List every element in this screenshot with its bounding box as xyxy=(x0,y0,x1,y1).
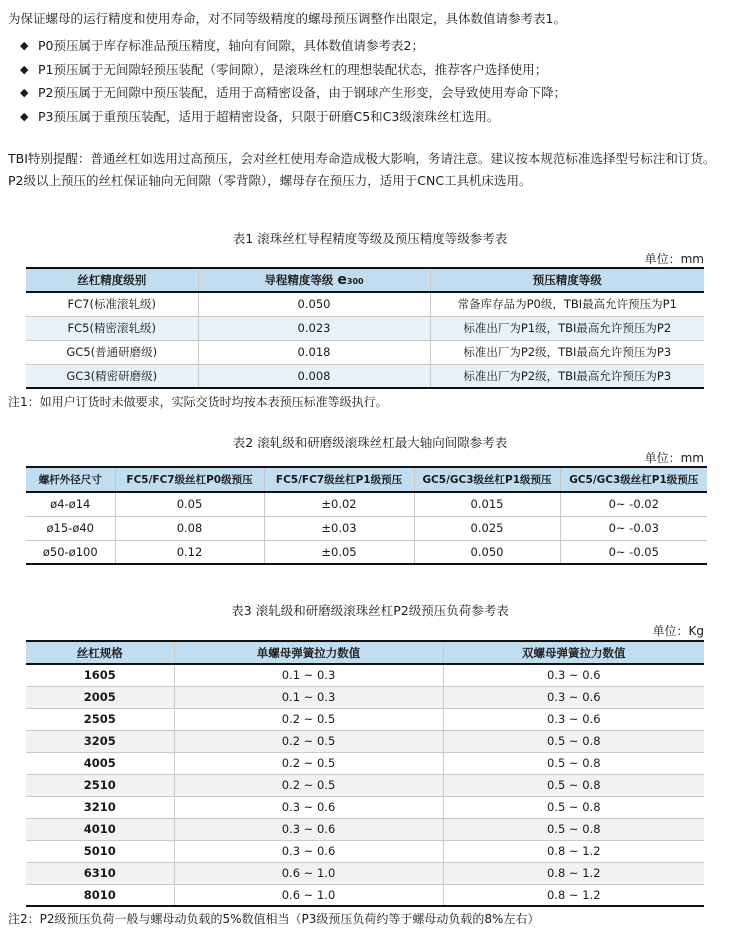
table2-header-diameter: 螺杆外径尺寸 xyxy=(26,467,115,492)
intro-lead: 为保证螺母的运行精度和使用寿命，对不同等级精度的螺母预压调整作出限定，具体数值请参考表1。 xyxy=(8,11,566,26)
cell-single: 0.6 ~ 1.0 xyxy=(174,862,443,884)
cell-diameter: ø4-ø14 xyxy=(26,492,115,516)
cell-double: 0.8 ~ 1.2 xyxy=(443,840,704,862)
table1-footnote: 注1：如用户订货时未做要求，实际交货时均按本表预压标准等级执行。 xyxy=(8,395,388,409)
cell-value: 0.015 xyxy=(414,492,560,516)
table2-unit: 单位：mm xyxy=(644,451,704,465)
cell-double: 0.5 ~ 0.8 xyxy=(443,752,704,774)
cell-spec: 3210 xyxy=(26,796,174,818)
table-row xyxy=(26,316,704,340)
cell-value: 0~ -0.03 xyxy=(560,516,707,540)
table3-header-double-nut: 双螺母弹簧拉力数值 xyxy=(443,641,704,664)
cell-single: 0.3 ~ 0.6 xyxy=(174,796,443,818)
cell-double: 0.8 ~ 1.2 xyxy=(443,884,704,906)
table-row xyxy=(26,752,704,774)
table-row xyxy=(26,340,704,364)
table3-unit: 单位：Kg xyxy=(652,624,704,638)
table2-header-fc-p0: FC5/FC7级丝杠P0级预压 xyxy=(115,467,264,492)
table1-unit: 单位：mm xyxy=(644,252,704,266)
bullet-item-p3 xyxy=(8,105,733,129)
cell-spec: 3205 xyxy=(26,730,174,752)
table2-header-gc-p1-b: GC5/GC3级丝杠P1级预压 xyxy=(560,467,707,492)
cell-lead: 0.023 xyxy=(198,316,430,340)
table1-precision-grades xyxy=(26,267,704,389)
table-row xyxy=(26,516,707,540)
table-row xyxy=(26,774,704,796)
bullet-item-p1 xyxy=(8,58,733,82)
diamond-bullet-icon: ◆ xyxy=(20,39,29,52)
cell-single: 0.3 ~ 0.6 xyxy=(174,818,443,840)
cell-lead: 0.018 xyxy=(198,340,430,364)
cell-diameter: ø15-ø40 xyxy=(26,516,115,540)
cell-double: 0.3 ~ 0.6 xyxy=(443,708,704,730)
cell-single: 0.1 ~ 0.3 xyxy=(174,664,443,686)
table-row xyxy=(26,292,704,316)
cell-single: 0.6 ~ 1.0 xyxy=(174,884,443,906)
bullet-text: P0预压属于库存标准品预压精度，轴向有间隙，具体数值请参考表2； xyxy=(38,38,424,53)
cell-double: 0.3 ~ 0.6 xyxy=(443,664,704,686)
cell-spec: 4010 xyxy=(26,818,174,840)
table1-header-preload: 预压精度等级 xyxy=(430,268,704,292)
cell-single: 0.3 ~ 0.6 xyxy=(174,840,443,862)
table1-caption: 表1 滚珠丝杠导程精度等级及预压精度等级参考表 xyxy=(232,231,508,246)
cell-lead: 0.050 xyxy=(198,292,430,316)
table-row xyxy=(26,884,704,906)
cell-preload: 标准出厂为P1级，TBI最高允许预压为P2 xyxy=(430,316,704,340)
table3-header-single-nut: 单螺母弹簧拉力数值 xyxy=(174,641,443,664)
table-row xyxy=(26,664,704,686)
cell-double: 0.3 ~ 0.6 xyxy=(443,686,704,708)
cell-spec: 8010 xyxy=(26,884,174,906)
cell-spec: 2510 xyxy=(26,774,174,796)
table3-p2-preload-load xyxy=(26,640,704,907)
cell-spec: 2505 xyxy=(26,708,174,730)
cell-value: 0~ -0.05 xyxy=(560,540,707,564)
cell-value: ±0.03 xyxy=(264,516,414,540)
cell-double: 0.5 ~ 0.8 xyxy=(443,818,704,840)
cell-single: 0.2 ~ 0.5 xyxy=(174,752,443,774)
table3-header-spec: 丝杠规格 xyxy=(26,641,174,664)
bullet-item-p2 xyxy=(8,81,733,105)
diamond-bullet-icon: ◆ xyxy=(20,109,29,123)
cell-diameter: ø50-ø100 xyxy=(26,540,115,564)
cell-spec: 4005 xyxy=(26,752,174,774)
cell-spec: 5010 xyxy=(26,840,174,862)
cell-single: 0.1 ~ 0.3 xyxy=(174,686,443,708)
table1-header-grade: 丝杠精度级别 xyxy=(26,268,198,292)
lead-symbol: e xyxy=(337,272,347,288)
table1-header-lead xyxy=(198,268,430,292)
bullet-item-p0 xyxy=(8,34,733,58)
diamond-bullet-icon: ◆ xyxy=(20,86,29,99)
table-row xyxy=(26,796,704,818)
table-row xyxy=(26,708,704,730)
table-row xyxy=(26,730,704,752)
cell-value: 0.08 xyxy=(115,516,264,540)
cell-value: 0.050 xyxy=(414,540,560,564)
cell-single: 0.2 ~ 0.5 xyxy=(174,730,443,752)
intro-section xyxy=(8,8,733,128)
bullet-text: P2预压属于无间隙中预压装配，适用于高精密设备，由于钢球产生形变，会导致使用寿命下降； xyxy=(38,85,566,100)
table2-header-gc-p1-a: GC5/GC3级丝杠P1级预压 xyxy=(414,467,560,492)
cell-preload: 标准出厂为P2级，TBI最高允许预压为P3 xyxy=(430,364,704,388)
cell-grade: FC5(精密滚轧级) xyxy=(26,316,198,340)
table2-axial-clearance xyxy=(26,466,707,565)
cell-single: 0.2 ~ 0.5 xyxy=(174,708,443,730)
cell-double: 0.5 ~ 0.8 xyxy=(443,796,704,818)
cell-preload: 常备库存品为P0级，TBI最高允许预压为P1 xyxy=(430,292,704,316)
bullet-text: P3预压属于重预压装配，适用于超精密设备，只限于研磨C5和C3级滚珠丝杠选用。 xyxy=(38,108,500,124)
lead-subscript: 300 xyxy=(346,277,364,286)
table3-footnote: 注2：P2级预压负荷一般与螺母动负载的5%数值相当（P3级预压负荷约等于螺母动负载的8%左右） xyxy=(8,912,540,926)
cell-single: 0.2 ~ 0.5 xyxy=(174,774,443,796)
cell-double: 0.5 ~ 0.8 xyxy=(443,774,704,796)
table-row xyxy=(26,862,704,884)
cell-value: 0.12 xyxy=(115,540,264,564)
table-row xyxy=(26,686,704,708)
lead-prefix: 导程精度等级 xyxy=(264,273,334,287)
table3-caption: 表3 滚轧级和研磨级滚珠丝杠P2级预压负荷参考表 xyxy=(231,603,509,618)
cell-spec: 1605 xyxy=(26,664,174,686)
tbi-reminder: TBI特别提醒：普通丝杠如选用过高预压，会对丝杠使用寿命造成极大影响，务请注意。建议按本规范标准选择型号标注和订货。P2级以上预压的丝杠保证轴向无间隙（零背隙），螺母存在预压力，适用于CNC工具机床选用。 xyxy=(8,151,716,188)
cell-double: 0.5 ~ 0.8 xyxy=(443,730,704,752)
cell-grade: FC7(标准滚轧级) xyxy=(26,292,198,316)
cell-value: ±0.05 xyxy=(264,540,414,564)
diamond-bullet-icon: ◆ xyxy=(20,62,29,76)
table-row xyxy=(26,540,707,564)
table-row xyxy=(26,364,704,388)
table-row xyxy=(26,492,707,516)
cell-value: 0~ -0.02 xyxy=(560,492,707,516)
cell-value: 0.05 xyxy=(115,492,264,516)
preload-bullet-list xyxy=(8,34,733,128)
cell-spec: 6310 xyxy=(26,862,174,884)
table2-header-fc-p1: FC5/FC7级丝杠P1级预压 xyxy=(264,467,414,492)
cell-grade: GC5(普通研磨级) xyxy=(26,340,198,364)
table2-caption: 表2 滚轧级和研磨级滚珠丝杠最大轴向间隙参考表 xyxy=(232,435,508,450)
table-row xyxy=(26,840,704,862)
cell-lead: 0.008 xyxy=(198,364,430,388)
cell-preload: 标准出厂为P2级，TBI最高允许预压为P3 xyxy=(430,340,704,364)
cell-value: ±0.02 xyxy=(264,492,414,516)
cell-spec: 2005 xyxy=(26,686,174,708)
table-row xyxy=(26,818,704,840)
cell-double: 0.8 ~ 1.2 xyxy=(443,862,704,884)
cell-value: 0.025 xyxy=(414,516,560,540)
bullet-text: P1预压属于无间隙轻预压装配（零间隙），是滚珠丝杠的理想装配状态，推荐客户选择使用； xyxy=(38,61,548,77)
cell-grade: GC3(精密研磨级) xyxy=(26,364,198,388)
